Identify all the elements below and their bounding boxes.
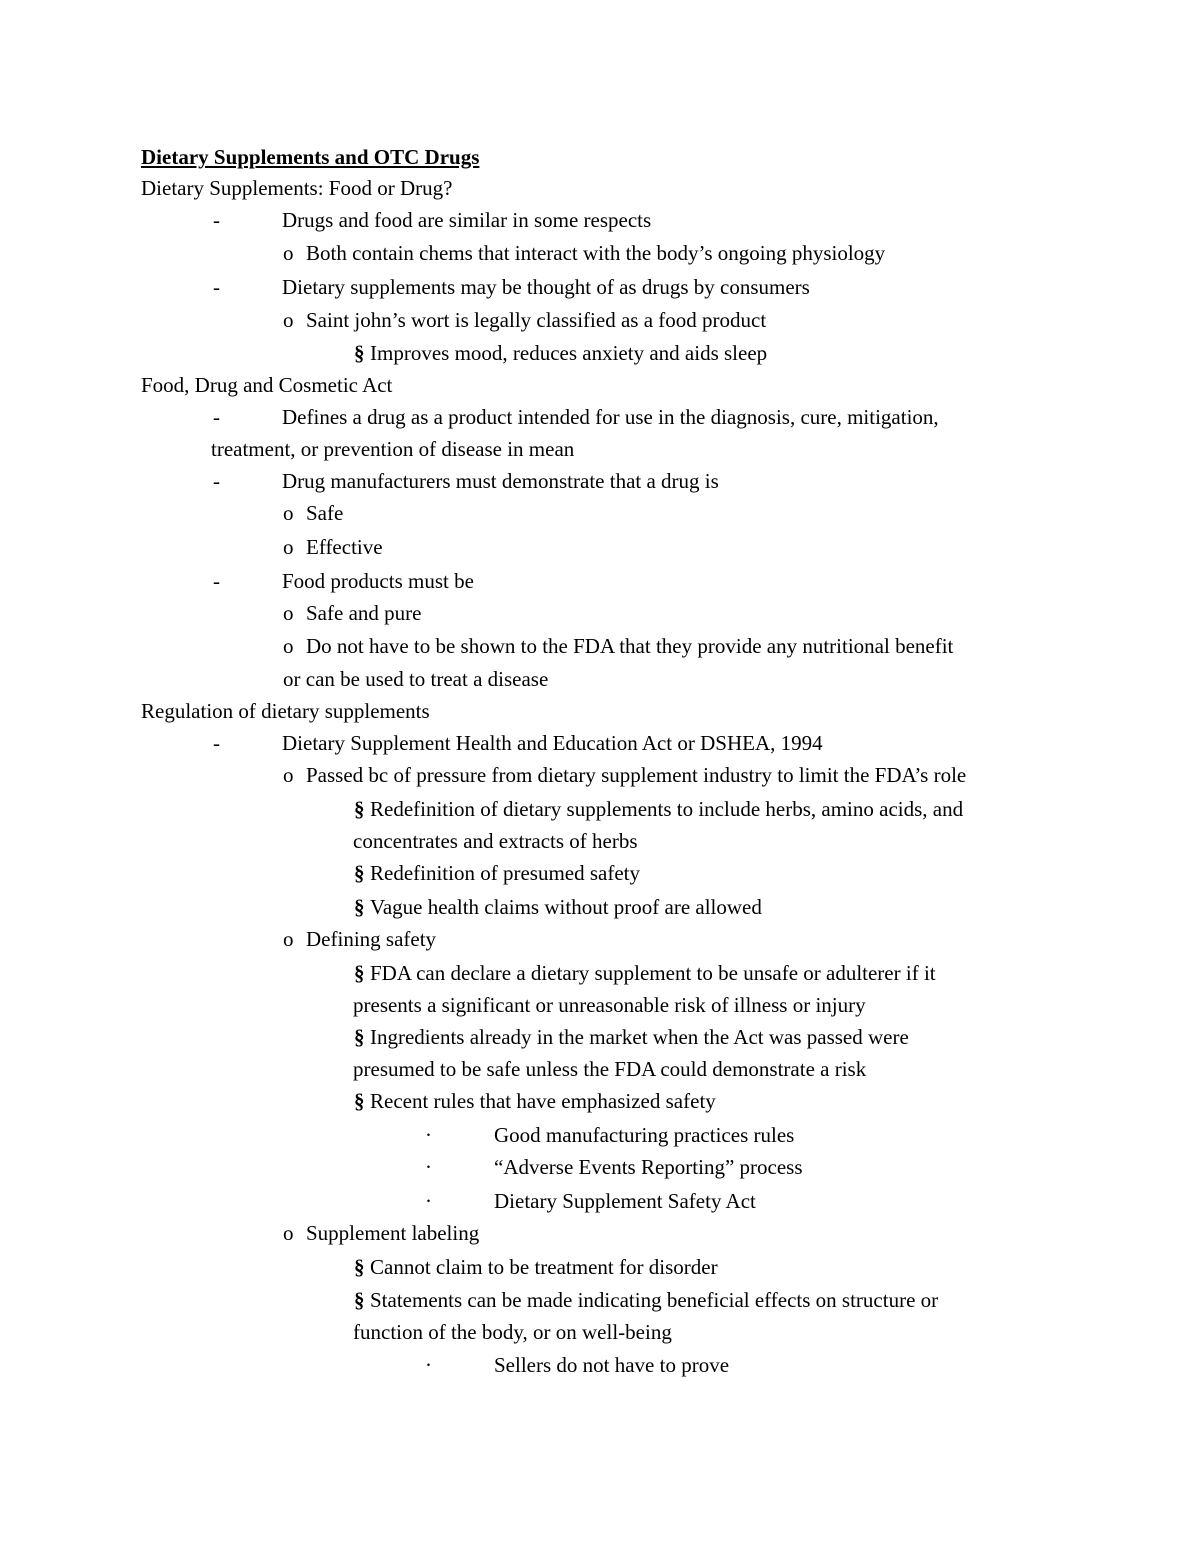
circle-bullet: o <box>283 241 294 265</box>
list-item: Drugs and food are similar in some respects <box>282 208 652 232</box>
section-bullet: § <box>354 895 365 919</box>
list-item: Dietary supplements may be thought of as drugs by consumers <box>282 275 810 299</box>
list-item-continuation: presumed to be safe unless the FDA could demonstrate a risk <box>353 1057 867 1081</box>
list-item: Defines a drug as a product intended for use in the diagnosis, cure, mitigation, <box>282 405 939 429</box>
section-bullet: § <box>354 861 365 885</box>
document-title: Dietary Supplements and OTC Drugs <box>141 145 480 169</box>
heading-regulation: Regulation of dietary supplements <box>141 699 430 723</box>
list-item: Do not have to be shown to the FDA that they provide any nutritional benefit <box>306 634 954 658</box>
list-item-continuation: function of the body, or on well-being <box>353 1320 672 1344</box>
list-item-continuation: presents a significant or unreasonable risk of illness or injury <box>353 993 866 1017</box>
dash-bullet: - <box>213 405 220 429</box>
list-item: Redefinition of presumed safety <box>370 861 641 885</box>
section-bullet: § <box>354 1025 365 1049</box>
list-item-continuation: or can be used to treat a disease <box>283 667 549 691</box>
list-item: Dietary Supplement Health and Education Act or DSHEA, 1994 <box>282 731 823 755</box>
dash-bullet: - <box>213 208 220 232</box>
circle-bullet: o <box>283 763 294 787</box>
list-item: Safe and pure <box>306 601 422 625</box>
list-item: Statements can be made indicating beneficial effects on structure or <box>370 1288 939 1312</box>
list-item: FDA can declare a dietary supplement to be unsafe or adulterer if it <box>370 961 936 985</box>
section-bullet: § <box>354 961 365 985</box>
list-item: Effective <box>306 535 383 559</box>
list-item: Cannot claim to be treatment for disorder <box>370 1255 718 1279</box>
circle-bullet: o <box>283 927 294 951</box>
section-bullet: § <box>354 341 365 365</box>
dot-bullet: · <box>425 1123 432 1147</box>
list-item: Ingredients already in the market when the Act was passed were <box>370 1025 909 1049</box>
section-bullet: § <box>354 797 365 821</box>
list-item-continuation: concentrates and extracts of herbs <box>353 829 638 853</box>
list-item: Both contain chems that interact with the body’s ongoing physiology <box>306 241 886 265</box>
list-item: Dietary Supplement Safety Act <box>494 1189 756 1213</box>
list-item: Safe <box>306 501 344 525</box>
list-item-continuation: treatment, or prevention of disease in mean <box>211 437 575 461</box>
circle-bullet: o <box>283 1221 294 1245</box>
section-bullet: § <box>354 1255 365 1279</box>
dash-bullet: - <box>213 569 220 593</box>
list-item: Passed bc of pressure from dietary supplement industry to limit the FDA’s role <box>306 763 967 787</box>
list-item: Sellers do not have to prove <box>494 1353 730 1377</box>
heading-food-or-drug: Dietary Supplements: Food or Drug? <box>141 176 453 200</box>
circle-bullet: o <box>283 634 294 658</box>
circle-bullet: o <box>283 535 294 559</box>
list-item: Vague health claims without proof are allowed <box>370 895 762 919</box>
list-item: Improves mood, reduces anxiety and aids sleep <box>370 341 768 365</box>
list-item: Redefinition of dietary supplements to include herbs, amino acids, and <box>370 797 964 821</box>
list-item: Defining safety <box>306 927 437 951</box>
list-item: Food products must be <box>282 569 474 593</box>
list-item: “Adverse Events Reporting” process <box>494 1155 803 1179</box>
list-item: Supplement labeling <box>306 1221 480 1245</box>
circle-bullet: o <box>283 308 294 332</box>
heading-fdc-act: Food, Drug and Cosmetic Act <box>141 373 393 397</box>
circle-bullet: o <box>283 601 294 625</box>
dash-bullet: - <box>213 731 220 755</box>
dot-bullet: · <box>425 1155 432 1179</box>
list-item: Drug manufacturers must demonstrate that a drug is <box>282 469 719 493</box>
section-bullet: § <box>354 1288 365 1312</box>
dot-bullet: · <box>425 1189 432 1213</box>
list-item: Good manufacturing practices rules <box>494 1123 795 1147</box>
dash-bullet: - <box>213 469 220 493</box>
dash-bullet: - <box>213 275 220 299</box>
circle-bullet: o <box>283 501 294 525</box>
list-item: Recent rules that have emphasized safety <box>370 1089 716 1113</box>
dot-bullet: · <box>425 1353 432 1377</box>
list-item: Saint john’s wort is legally classified as a food product <box>306 308 767 332</box>
section-bullet: § <box>354 1089 365 1113</box>
